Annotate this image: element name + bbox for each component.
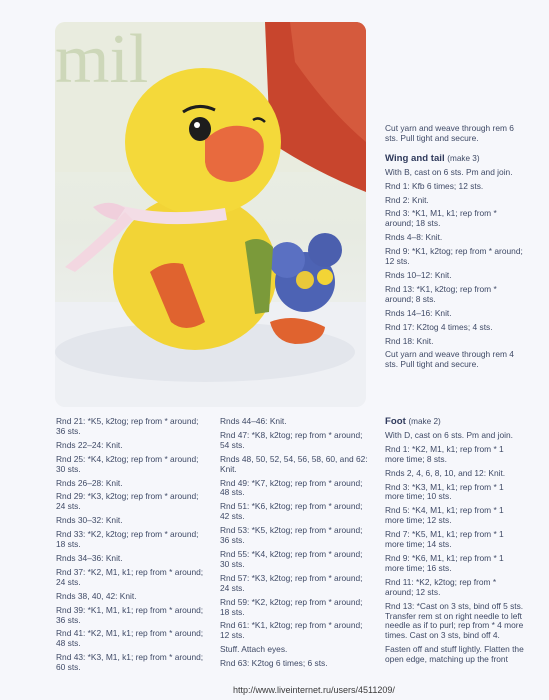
pattern-line: Rnd 53: *K5, k2tog; rep from * around; 36 sts. — [220, 525, 363, 546]
pattern-line: With D, cast on 6 sts. Pm and join. — [385, 429, 514, 440]
pattern-line: Rnd 51: *K6, k2tog; rep from * around; 42 sts. — [220, 501, 363, 522]
pattern-line: Rnds 26–28: Knit. — [56, 477, 123, 488]
pattern-line: Rnds 2, 4, 6, 8, 10, and 12: Knit. — [385, 467, 506, 478]
pattern-line: Cut yarn and weave through rem 6 sts. Pull tight and secure. — [385, 123, 514, 143]
pattern-line: Rnd 1: Kfb 6 times; 12 sts. — [385, 180, 484, 191]
pattern-line: Rnd 3: *K3, M1, k1; rep from * 1 more time; 10 sts. — [385, 481, 504, 502]
pattern-column-3-foot — [385, 407, 525, 669]
pattern-line: Rnd 63: K2tog 6 times; 6 sts. — [220, 658, 328, 669]
section-heading-wing — [385, 154, 525, 164]
pattern-line: Rnd 25: *K4, k2tog; rep from * around; 30 sts. — [56, 453, 199, 474]
pattern-line: Rnd 57: *K3, k2tog; rep from * around; 24 sts. — [220, 572, 363, 593]
pattern-line: Rnds 38, 40, 42: Knit. — [56, 590, 137, 601]
pattern-column-1 — [56, 417, 206, 677]
pattern-line: Cut yarn and weave through rem 4 sts. Pull tight and secure. — [385, 349, 514, 370]
pattern-line: Rnd 59: *K2, k2tog; rep from * around; 18 sts. — [220, 596, 363, 617]
pattern-line: Rnd 3: *K1, M1, k1; rep from * around; 18 sts. — [385, 208, 497, 229]
pattern-column-3 — [385, 124, 525, 374]
pattern-column-2 — [220, 417, 370, 673]
pattern-line: Rnds 10–12: Knit. — [385, 269, 452, 280]
pattern-line: Rnd 2: Knit. — [385, 194, 429, 205]
pattern-line: Rnd 11: *K2, k2tog; rep from * around; 12 sts. — [385, 576, 497, 597]
pattern-line: Rnds 14–16: Knit. — [385, 307, 452, 318]
pattern-line: Fasten off and stuff lightly. Flatten the open edge, matching up the front — [385, 644, 524, 665]
pattern-line: Rnds 30–32: Knit. — [56, 515, 123, 526]
pattern-line: Rnd 18: Knit. — [385, 335, 434, 346]
background-sign-text: mil — [55, 22, 149, 98]
pattern-line: Rnd 7: *K5, M1, k1; rep from * 1 more time; 14 sts. — [385, 529, 504, 550]
duck-photo — [55, 22, 366, 407]
pattern-line: Rnd 61: *K1, k2tog; rep from * around; 12 sts. — [220, 620, 363, 641]
pattern-line: Rnds 44–46: Knit. — [220, 416, 287, 426]
pattern-line: Rnd 17: K2tog 4 times; 4 sts. — [385, 321, 493, 332]
section-title: Foot — [385, 416, 406, 427]
pattern-line: Rnd 39: *K1, M1, k1; rep from * around; 36 sts. — [56, 604, 204, 625]
section-title: Wing and tail — [385, 152, 445, 164]
pattern-line: Rnds 48, 50, 52, 54, 56, 58, 60, and 62: Knit. — [220, 453, 368, 474]
pattern-line: Rnd 29: *K3, k2tog; rep from * around; 24 sts. — [56, 491, 199, 512]
pattern-line: Rnd 47: *K8, k2tog; rep from * around; 54 sts. — [220, 429, 363, 450]
pattern-line: Rnd 13: *K1, k2tog; rep from * around; 8 sts. — [385, 283, 497, 304]
pattern-line: Rnd 43: *K3, M1, k1; rep from * around; 60 sts. — [56, 652, 204, 673]
pattern-line: Rnds 34–36: Knit. — [56, 552, 123, 563]
pattern-line: Rnd 21: *K5, k2tog; rep from * around; 36 sts. — [56, 416, 199, 436]
section-note: (make 3) — [447, 153, 480, 163]
pattern-line: Rnd 33: *K2, k2tog; rep from * around; 18 sts. — [56, 529, 199, 550]
pattern-line: Rnd 37: *K2, M1, k1; rep from * around; 24 sts. — [56, 566, 204, 587]
pattern-line: Rnd 13: *Cast on 3 sts, bind off 5 sts. Transfer rem st on right needle to left needle as if to purl; rep from * 4 more times. Cast on 3 sts, bind off 4. — [385, 600, 524, 641]
pattern-line: Rnd 5: *K4, M1, k1; rep from * 1 more time; 12 sts. — [385, 505, 504, 526]
pattern-line: Rnds 4–8: Knit. — [385, 232, 443, 243]
pattern-line: Rnd 1: *K2, M1, k1; rep from * 1 more time; 8 sts. — [385, 443, 504, 464]
knitted-duck-illustration — [55, 22, 366, 407]
pattern-line: Rnd 9: *K6, M1, k1; rep from * 1 more time; 16 sts. — [385, 552, 504, 573]
section-heading-foot — [385, 417, 525, 427]
pattern-line: Rnd 55: *K4, k2tog; rep from * around; 30 sts. — [220, 548, 363, 569]
section-note: (make 2) — [408, 417, 441, 426]
pattern-line: Rnd 9: *K1, k2tog; rep from * around; 12 sts. — [385, 246, 523, 267]
watermark-url: http://www.liveinternet.ru/users/4511209/ — [233, 685, 395, 695]
pattern-line: Rnd 49: *K7, k2tog; rep from * around; 48 sts. — [220, 477, 363, 498]
pattern-line: Rnds 22–24: Knit. — [56, 439, 123, 450]
pattern-line: Stuff. Attach eyes. — [220, 644, 288, 655]
pattern-line: Rnd 41: *K2, M1, k1; rep from * around; 48 sts. — [56, 628, 204, 649]
pattern-line: With B, cast on 6 sts. Pm and join. — [385, 166, 513, 177]
